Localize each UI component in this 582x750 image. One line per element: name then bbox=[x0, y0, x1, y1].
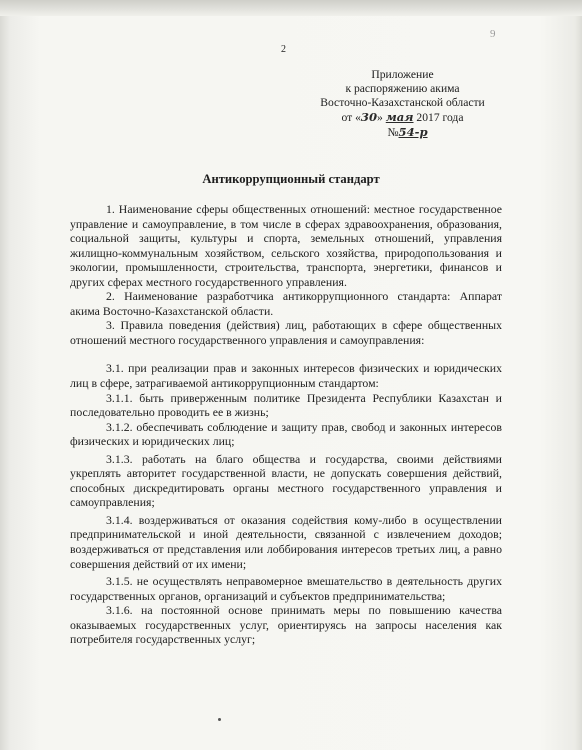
appendix-number-line bbox=[300, 125, 505, 140]
page-number: 2 bbox=[281, 44, 286, 55]
document-body bbox=[70, 188, 502, 647]
date-prefix: от « bbox=[341, 111, 361, 124]
section-3-1-1: 3.1.1. быть приверженным политике Президента Республики Казахстан и последовательно проводить ее в жизнь; bbox=[70, 390, 502, 420]
scan-speck bbox=[218, 718, 221, 721]
appendix-line-2: к распоряжению акима bbox=[345, 82, 460, 95]
document-title: Антикоррупционный стандарт bbox=[202, 172, 380, 186]
date-suffix: 2017 года bbox=[416, 111, 464, 124]
section-3-1: 3.1. при реализации прав и законных интересов физических и юридических лиц в сфере, затрагиваемой антикоррупционным стандартом: bbox=[70, 361, 502, 391]
section-3-1-4: 3.1.4. воздерживаться от оказания содействия кому-либо в осуществлении предпринимательской и иной деятельности, связанной с извлечением доходов; воздерживаться от представления или лоббирования интересов третьих лиц, а равно совершения действий от их имени; bbox=[70, 512, 502, 571]
appendix-line-1: Приложение bbox=[371, 68, 434, 81]
appendix-header bbox=[300, 68, 505, 140]
date-month: мая bbox=[385, 110, 414, 124]
date-day: 30 bbox=[360, 110, 378, 124]
number-prefix: № bbox=[387, 126, 399, 139]
section-3-1-5: 3.1.5. не осуществлять неправомерное вмешательство в деятельность других государственных органов, организаций и субъектов предпринимательства; bbox=[70, 574, 502, 603]
appendix-date-line bbox=[300, 110, 505, 125]
order-number: 54-р bbox=[398, 125, 428, 139]
scan-top-edge bbox=[0, 0, 582, 16]
section-3-1-2: 3.1.2. обеспечивать соблюдение и защиту прав, свобод и законных интересов физических и юридических лиц; bbox=[70, 419, 502, 449]
section-2: 2. Наименование разработчика антикоррупционного стандарта: Аппарат акима Восточно-Казахстанской области. bbox=[70, 289, 502, 318]
date-mid: » bbox=[377, 111, 383, 124]
section-1: 1. Наименование сферы общественных отношений: местное государственное управление и самоуправление, в том числе в сферах здравоохранения, образования, социальной защиты, культуры и спорта, земельных отношений, управления жилищно-коммунальным хозяйством, сельского хозяйства, природопользования и экологии, промышленности, строительства, транспорта, энергетики, финансов и других сферах местного государственного управления. bbox=[70, 202, 502, 289]
section-3-1-3: 3.1.3. работать на благо общества и государства, своими действиями укреплять авторитет государственной власти, не допускать совершения действий, способных дискредитировать органы местного государственного управления и самоуправления; bbox=[70, 451, 502, 510]
section-3-1-6: 3.1.6. на постоянной основе принимать меры по повышению качества оказываемых государственных услуг, ориентируясь на запросы населения как потребителя государственных услуг; bbox=[70, 603, 502, 647]
section-3: 3. Правила поведения (действия) лиц, работающих в сфере общественных отношений местного государственного управления и самоуправления: bbox=[70, 318, 502, 347]
appendix-line-3: Восточно-Казахстанской области bbox=[320, 96, 485, 109]
corner-sheet-number: 9 bbox=[490, 28, 496, 40]
